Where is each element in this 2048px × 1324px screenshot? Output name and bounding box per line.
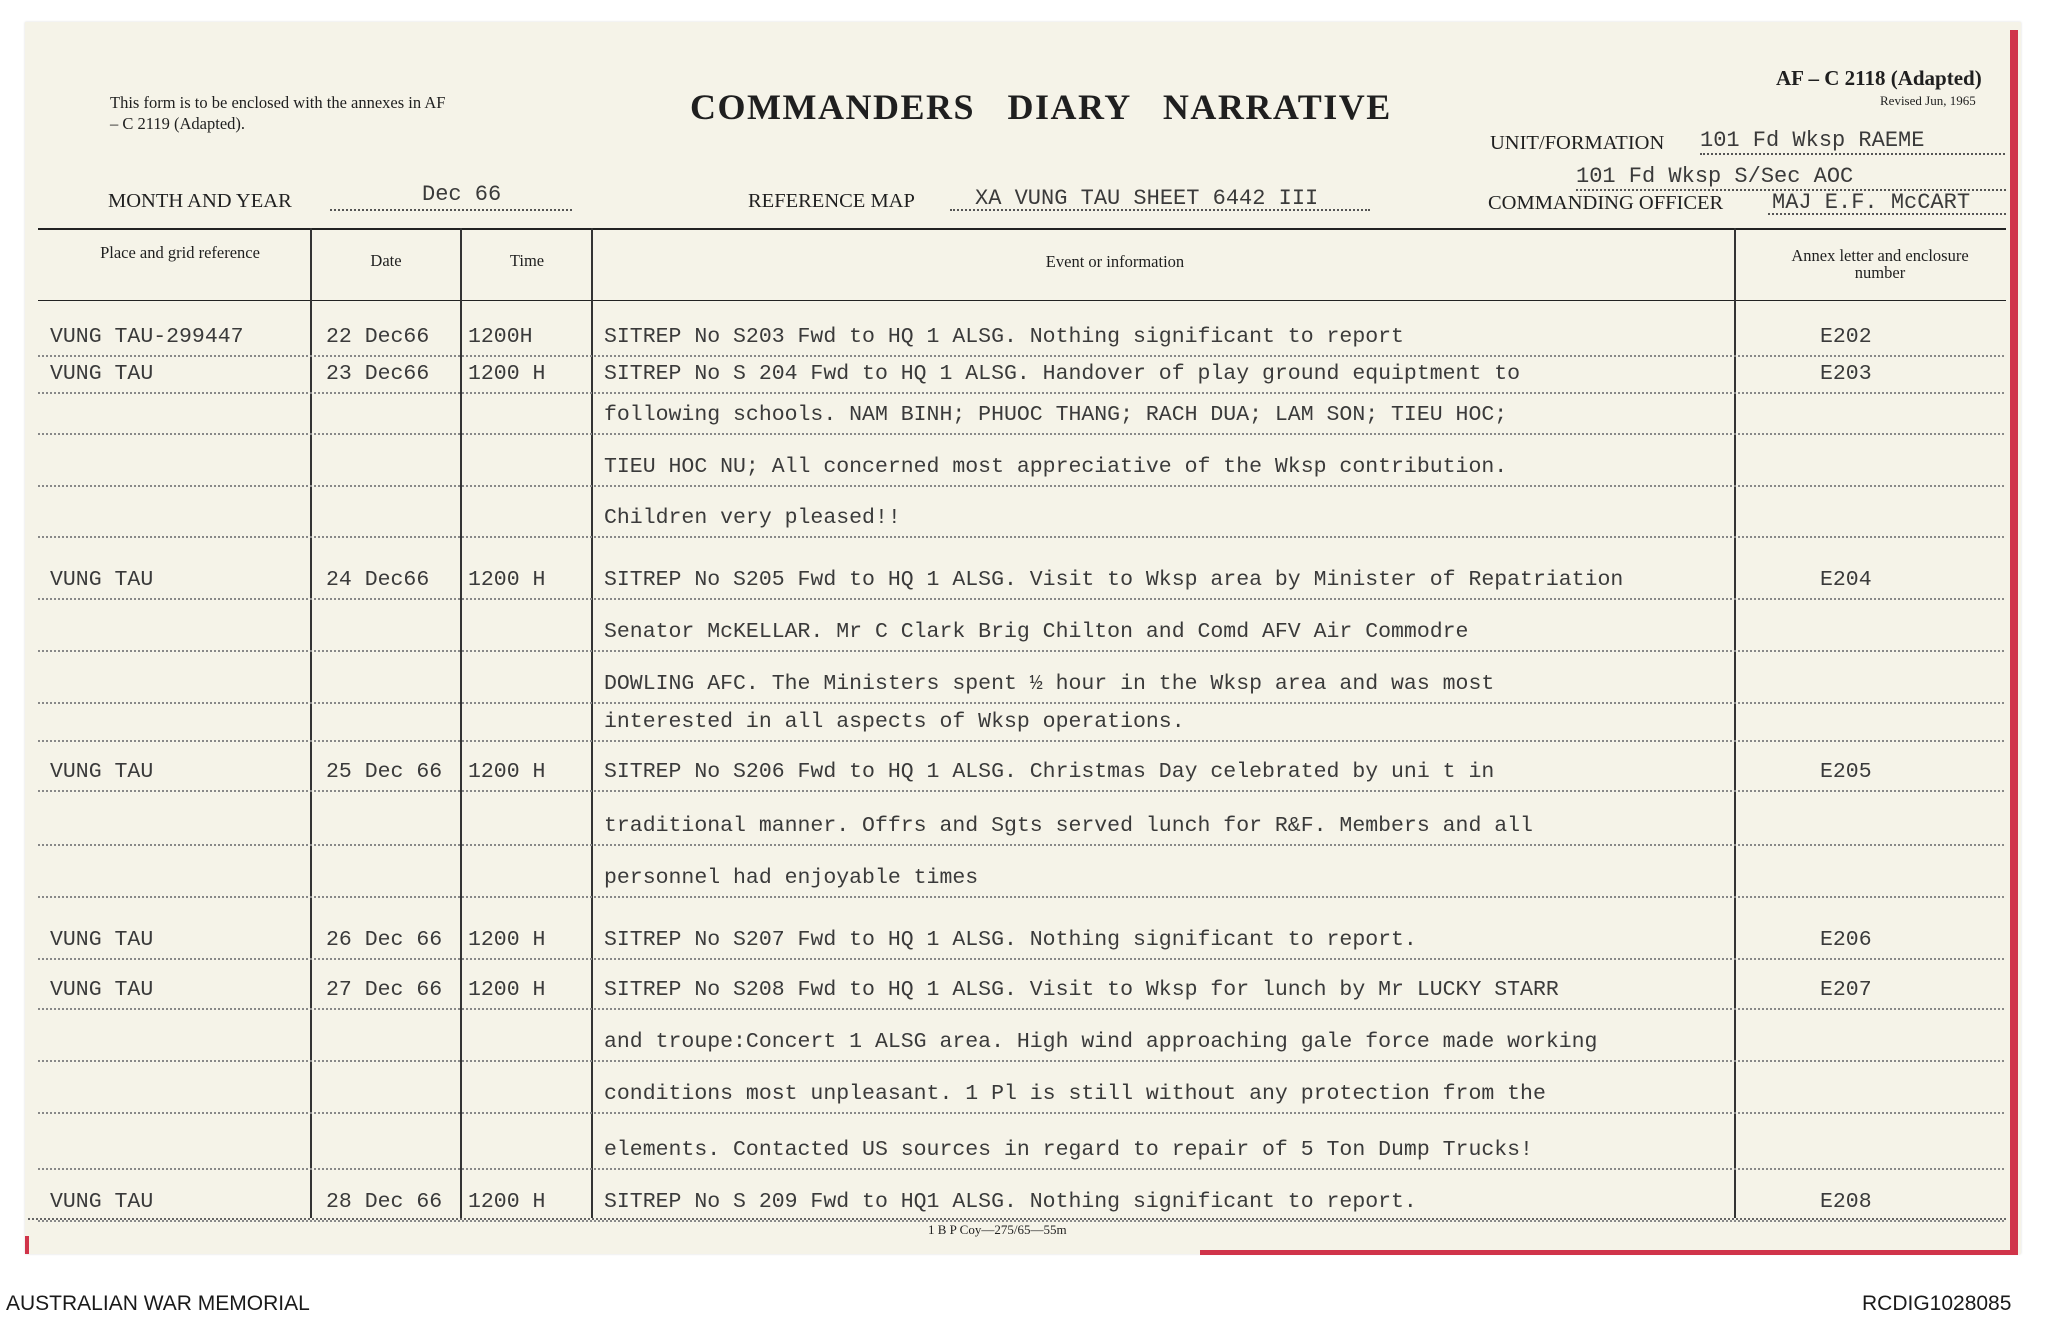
archive-caption-left: AUSTRALIAN WAR MEMORIAL bbox=[6, 1292, 310, 1315]
table-header-rule bbox=[38, 300, 2006, 301]
entry-date: 27 Dec 66 bbox=[326, 978, 443, 1002]
commanding-officer-value: MAJ E.F. McCART bbox=[1772, 190, 1971, 215]
column-header-annex: Annex letter and enclosure number bbox=[1791, 246, 1969, 282]
row-dotted-rule bbox=[38, 1112, 2004, 1114]
entry-event: SITREP No S208 Fwd to HQ 1 ALSG. Visit to Wksp for lunch by Mr LUCKY STARR bbox=[604, 978, 1559, 1002]
entry-date: 22 Dec66 bbox=[326, 325, 430, 349]
form-revision: Revised Jun, 1965 bbox=[1880, 93, 1976, 108]
entry-place: VUNG TAU-299447 bbox=[50, 325, 244, 349]
entry-event: SITREP No S207 Fwd to HQ 1 ALSG. Nothing significant to report. bbox=[604, 928, 1417, 952]
entry-annex: E207 bbox=[1820, 978, 1872, 1002]
reference-map-value: XA VUNG TAU SHEET 6442 III bbox=[975, 186, 1319, 211]
row-dotted-rule bbox=[38, 896, 2004, 898]
row-dotted-rule bbox=[38, 433, 2004, 435]
entry-event: following schools. NAM BINH; PHUOC THANG; RACH DUA; LAM SON; TIEU HOC; bbox=[604, 403, 1508, 427]
column-header-time: Time bbox=[509, 251, 545, 270]
entry-date: 26 Dec 66 bbox=[326, 928, 443, 952]
column-header-date: Date bbox=[370, 251, 402, 270]
entry-event: traditional manner. Offrs and Sgts served lunch for R&F. Members and all bbox=[604, 814, 1533, 838]
enclosure-note: This form is to be enclosed with the annexes in AF – C 2119 (Adapted). bbox=[110, 93, 446, 133]
entry-event: elements. Contacted US sources in regard to repair of 5 Ton Dump Trucks! bbox=[604, 1138, 1533, 1162]
entry-event: SITREP No S 204 Fwd to HQ 1 ALSG. Handover of play ground equiptment to bbox=[604, 362, 1521, 386]
entry-event: DOWLING AFC. The Ministers spent ½ hour in the Wksp area and was most bbox=[604, 672, 1495, 696]
entry-annex: E205 bbox=[1820, 760, 1872, 784]
entry-annex: E204 bbox=[1820, 568, 1872, 592]
unit-formation-label: UNIT/FORMATION bbox=[1490, 132, 1665, 154]
entry-event: personnel had enjoyable times bbox=[604, 866, 979, 890]
entry-event: SITREP No S206 Fwd to HQ 1 ALSG. Christmas Day celebrated by uni t in bbox=[604, 760, 1495, 784]
unit-formation-value: 101 Fd Wksp RAEME bbox=[1700, 128, 1925, 153]
printer-imprint: 1 B P Coy—275/65—55m bbox=[928, 1222, 1067, 1237]
entry-event: SITREP No S205 Fwd to HQ 1 ALSG. Visit to Wksp area by Minister of Repatriation bbox=[604, 568, 1624, 592]
row-dotted-rule bbox=[38, 355, 2004, 357]
red-border-right bbox=[2010, 30, 2018, 1250]
entry-event: interested in all aspects of Wksp operations. bbox=[604, 710, 1185, 734]
column-divider-event bbox=[1734, 228, 1736, 1218]
entry-event: TIEU HOC NU; All concerned most appreciative of the Wksp contribution. bbox=[604, 455, 1508, 479]
entry-time: 1200 H bbox=[468, 978, 546, 1002]
entry-place: VUNG TAU bbox=[50, 928, 154, 952]
row-dotted-rule bbox=[38, 1168, 2004, 1170]
row-dotted-rule bbox=[38, 844, 2004, 846]
entry-time: 1200 H bbox=[468, 1190, 546, 1214]
entry-time: 1200 H bbox=[468, 760, 546, 784]
month-year-value: Dec 66 bbox=[422, 182, 502, 207]
row-dotted-rule bbox=[38, 392, 2004, 394]
red-border-left bbox=[25, 1236, 29, 1254]
entry-event: Children very pleased!! bbox=[604, 506, 901, 530]
form-title: COMMANDERS DIARY NARRATIVE bbox=[690, 87, 1392, 127]
entry-event: Senator McKELLAR. Mr C Clark Brig Chilton and Comd AFV Air Commodre bbox=[604, 620, 1469, 644]
entry-time: 1200 H bbox=[468, 928, 546, 952]
entry-time: 1200 H bbox=[468, 362, 546, 386]
entry-place: VUNG TAU bbox=[50, 1190, 154, 1214]
entry-event: SITREP No S203 Fwd to HQ 1 ALSG. Nothing significant to report bbox=[604, 325, 1404, 349]
column-divider-time bbox=[591, 228, 593, 1218]
commanding-officer-label: COMMANDING OFFICER bbox=[1488, 192, 1724, 214]
unit-subsection-value: 101 Fd Wksp S/Sec AOC bbox=[1576, 164, 1854, 189]
entry-event: and troupe:Concert 1 ALSG area. High wind approaching gale force made working bbox=[604, 1030, 1598, 1054]
entry-date: 23 Dec66 bbox=[326, 362, 430, 386]
entry-annex: E202 bbox=[1820, 325, 1872, 349]
archive-caption-right: RCDIG1028085 bbox=[1862, 1292, 2012, 1315]
row-dotted-rule bbox=[38, 790, 2004, 792]
entry-annex: E206 bbox=[1820, 928, 1872, 952]
entry-annex: E203 bbox=[1820, 362, 1872, 386]
entry-time: 1200 H bbox=[468, 568, 546, 592]
entry-place: VUNG TAU bbox=[50, 760, 154, 784]
unit-formation-underline bbox=[1700, 153, 2005, 155]
month-year-label: MONTH AND YEAR bbox=[108, 190, 292, 212]
reference-map-label: REFERENCE MAP bbox=[748, 190, 915, 212]
row-dotted-rule bbox=[38, 650, 2004, 652]
row-dotted-rule bbox=[38, 1060, 2004, 1062]
column-header-event: Event or information bbox=[1045, 252, 1185, 271]
entry-date: 25 Dec 66 bbox=[326, 760, 443, 784]
row-dotted-rule bbox=[38, 1008, 2004, 1010]
entry-time: 1200H bbox=[468, 325, 533, 349]
entry-place: VUNG TAU bbox=[50, 362, 154, 386]
entry-place: VUNG TAU bbox=[50, 978, 154, 1002]
entry-place: VUNG TAU bbox=[50, 568, 154, 592]
entry-date: 28 Dec 66 bbox=[326, 1190, 443, 1214]
row-dotted-rule bbox=[38, 536, 2004, 538]
column-divider-place bbox=[310, 228, 312, 1218]
entry-date: 24 Dec66 bbox=[326, 568, 430, 592]
row-dotted-rule bbox=[38, 958, 2004, 960]
table-top-rule bbox=[38, 228, 2006, 230]
row-dotted-rule bbox=[38, 598, 2004, 600]
column-header-place: Place and grid reference bbox=[100, 243, 260, 262]
entry-annex: E208 bbox=[1820, 1190, 1872, 1214]
month-year-underline bbox=[330, 209, 572, 211]
column-divider-date bbox=[460, 228, 462, 1218]
row-dotted-rule bbox=[38, 485, 2004, 487]
entry-event: SITREP No S 209 Fwd to HQ1 ALSG. Nothing significant to report. bbox=[604, 1190, 1417, 1214]
form-number: AF – C 2118 (Adapted) bbox=[1776, 66, 1982, 90]
red-border-bottom bbox=[1200, 1250, 2018, 1255]
row-dotted-rule bbox=[38, 740, 2004, 742]
row-dotted-rule bbox=[38, 702, 2004, 704]
entry-event: conditions most unpleasant. 1 Pl is still without any protection from the bbox=[604, 1082, 1546, 1106]
